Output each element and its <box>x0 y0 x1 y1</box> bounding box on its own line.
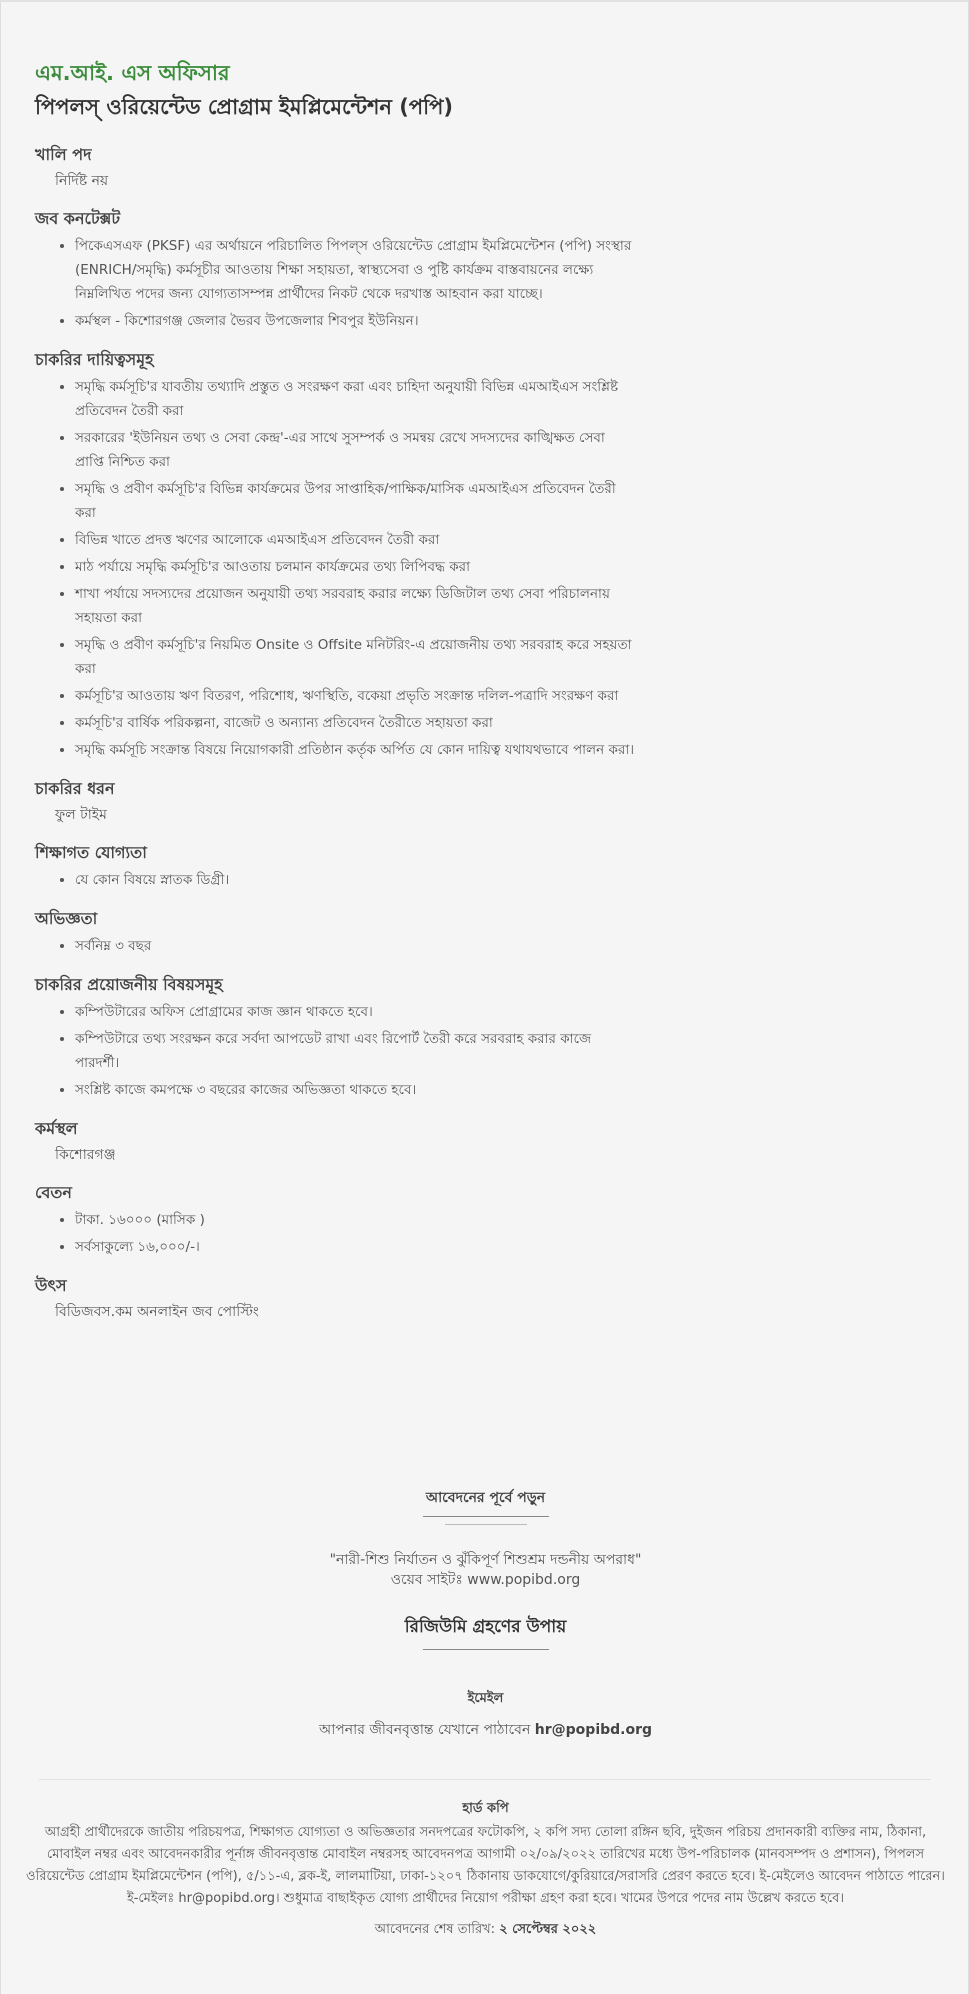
source-section <box>35 1275 635 1323</box>
list-item: • সমৃদ্ধি ও প্রবীণ কর্মসূচি'র বিভিন্ন কার্যক্রমের উপর সাপ্তাহিক/পাক্ষিক/মাসিক এমআইএস প্রতিবেদন তৈরী করা <box>75 477 635 525</box>
email-line <box>1 1720 969 1740</box>
warning-block <box>1 1550 969 1590</box>
job-detail-page <box>0 2 969 1994</box>
list-item: • মাঠ পর্যায়ে সমৃদ্ধি কর্মসূচি'র আওতায় চলমান কার্যক্রমের তথ্য লিপিবদ্ধ করা <box>75 555 635 579</box>
hardcopy-text: আগ্রহী প্রার্থীদেরকে জাতীয় পরিচয়পত্র, শিক্ষাগত যোগ্যতা ও অভিজ্ঞতার সনদপত্রের ফটোকপি, ২ কপি সদ্য তোলা রঙ্গিন ছবি, দুইজন পরিচয় প্রদানকারী ব্যক্তির নাম, ঠিকানা, মোবাইল নম্বর এবং আবেদনকারীর পূর্নাঙ্গ জীবনবৃত্তান্ত মোবাইল নম্বরসহ আবেদনপত্র আগামী ০২/০৯/২০২২ তারিখের মধ্যে উপ-পরিচালক (মানবসম্পদ ও প্রশাসন), পিপলস ওরিয়েন্টেড প্রোগ্রাম ইমপ্লিমেন্টেশন (পপি), ৫/১১-এ, ব্লক-ই, লালমাটিয়া, ঢাকা-১২০৭ ঠিকানায় ডাকযোগে/কুরিয়ারে/সরাসরি প্রেরণ করতে হবে। ই-মেইলেও আবেদন পাঠাতে পারেন। ই-মেইলঃ hr@popibd.org। শুধুমাত্র বাছাইকৃত যোগ্য প্রার্থীদের নিয়োগ পরীক্ষা গ্রহণ করা হবে। খামের উপরে পদের নাম উল্লেখ করতে হবে। <box>26 1825 945 1906</box>
source-value: বিডিজবস.কম অনলাইন জব পোস্টিং <box>55 1304 259 1320</box>
list-item: • টাকা. ১৬০০০ (মাসিক ) <box>75 1208 635 1232</box>
list-item: • সমৃদ্ধি কর্মসূচি'র যাবতীয় তথ্যাদি প্রস্তুত ও সংরক্ষণ করা এবং চাহিদা অনুযায়ী বিভিন্ন এমআইএস সংশ্লিষ্ট প্রতিবেদন তৈরী করা <box>75 375 635 423</box>
list-item: • সরকারের 'ইউনিয়ন তথ্য ও সেবা কেন্দ্র'-এর সাথে সুসম্পর্ক ও সমন্বয় রেখে সদস্যদের কাঙ্খিক্ষত সেবা প্রাপ্তি নিশ্চিত করা <box>75 426 635 474</box>
salary-list <box>35 1208 635 1259</box>
list-item: • সমৃদ্ধি ও প্রবীণ কর্মসূচি'র নিয়মিত Onsite ও Offsite মনিটরিং-এ প্রয়োজনীয় তথ্য সরবরাহ করে সহয়তা করা <box>75 633 635 681</box>
list-item: • সর্বসাকুল্যে ১৬,০০০/-। <box>75 1235 635 1259</box>
responsibilities-list <box>35 375 635 762</box>
education-section <box>35 842 635 892</box>
warning-text: "নারী-শিশু নির্যাতন ও ঝুঁকিপূর্ণ শিশুশ্রম দন্ডনীয় অপরাধ" <box>329 1552 642 1568</box>
list-item: • কর্মসূচি'র বার্ষিক পরিকল্পনা, বাজেট ও অন্যান্য প্রতিবেদন তৈরীতে সহায়তা করা <box>75 711 635 735</box>
list-item: • সমৃদ্ধি কর্মসূচি সংক্রান্ত বিষয়ে নিয়োগকারী প্রতিষ্ঠান কর্তৃক অর্পিত যে কোন দায়িত্ব যথাযথভাবে পালন করা। <box>75 738 635 762</box>
job-title: এম.আই. এস অফিসার <box>35 61 230 85</box>
resume-methods-block <box>1 1615 969 1650</box>
job-type-section <box>35 778 635 826</box>
read-before-title: আবেদনের পূর্বে পড়ুন <box>425 1490 546 1506</box>
experience-list <box>35 934 635 958</box>
requirements-list <box>35 1000 635 1102</box>
vacancy-value: নির্দিষ্ট নয় <box>55 173 109 189</box>
deadline-value: ২ সেপ্টেম্বর ২০২২ <box>499 1922 597 1937</box>
list-item: • কম্পিউটারে তথ্য সংরক্ষন করে সর্বদা আপডেট রাখা এবং রিপোর্ট তৈরী করে সরবরাহ করার কাজে পারদর্শী। <box>75 1027 635 1075</box>
divider <box>423 1516 549 1517</box>
job-type-value: ফুল টাইম <box>55 807 107 823</box>
list-item: • সর্বনিম্ন ৩ বছর <box>75 934 635 958</box>
responsibilities-section <box>35 349 635 762</box>
requirements-section <box>35 974 635 1102</box>
email-title: ইমেইল <box>467 1691 504 1706</box>
list-item: • কর্মসূচি'র আওতায় ঋণ বিতরণ, পরিশোধ, ঋণস্থিতি, বকেয়া প্রভৃতি সংক্রান্ত দলিল-পত্রাদি সংরক্ষণ করা <box>75 684 635 708</box>
list-item: • কম্পিউটারের অফিস প্রোগ্রামের কাজ জ্ঞান থাকতে হবে। <box>75 1000 635 1024</box>
email-instruction: আপনার জীবনবৃত্তান্ত যেখানে পাঠাবেন <box>318 1722 531 1738</box>
location-section <box>35 1118 635 1166</box>
divider <box>423 1649 549 1650</box>
job-context-heading: জব কনটেক্সট <box>35 209 121 228</box>
experience-section <box>35 908 635 958</box>
list-item: • সংশ্লিষ্ট কাজে কমপক্ষে ৩ বছরের কাজের অভিজ্ঞতা থাকতে হবে। <box>75 1078 635 1102</box>
resume-methods-heading: রিজিউমি গ্রহণের উপায় <box>404 1617 567 1637</box>
divider <box>445 1524 527 1525</box>
job-type-heading: চাকরির ধরন <box>35 779 115 798</box>
list-item: • পিকেএসএফ (PKSF) এর অর্থায়নে পরিচালিত পিপল্‌স ওরিয়েন্টেড প্রোগ্রাম ইমপ্লিমেন্টেশন (পপি) সংস্থার (ENRICH/সমৃদ্ধি) কর্মসূচীর আওতায় শিক্ষা সহায়তা, স্বাস্থ্যসেবা ও পুষ্টি কার্যক্রম বাস্তবায়নের লক্ষ্যে নিম্নলিখিত পদের জন্য যোগ্যতাসম্পন্ন প্রার্থীদের নিকট থেকে দরখাস্ত আহবান করা যাচ্ছে। <box>75 234 635 306</box>
requirements-heading: চাকরির প্রয়োজনীয় বিষয়সমূহ <box>35 975 223 994</box>
vacancy-heading: খালি পদ <box>35 145 92 164</box>
email-address-link[interactable]: hr@popibd.org <box>534 1722 653 1738</box>
job-content <box>35 58 635 1323</box>
salary-section <box>35 1182 635 1259</box>
list-item: • শাখা পর্যায়ে সদস্যদের প্রয়োজন অনুযায়ী তথ্য সরবরাহ করার লক্ষ্যে ডিজিটাল তথ্য সেবা পরিচালনায় সহায়তা করা <box>75 582 635 630</box>
experience-heading: অভিজ্ঞতা <box>35 909 98 928</box>
email-block <box>1 1690 969 1740</box>
section-separator <box>39 1779 931 1780</box>
website-text: ওয়েব সাইটঃ www.popibd.org <box>390 1572 581 1588</box>
company-name: পিপলস্ ওরিয়েন্টেড প্রোগ্রাম ইমপ্লিমেন্টেশন (পপি) <box>35 95 453 119</box>
hardcopy-title: হার্ড কপি <box>462 1801 509 1816</box>
location-value: কিশোরগঞ্জ <box>55 1147 116 1163</box>
list-item: • বিভিন্ন খাতে প্রদত্ত ঋণের আলোকে এমআইএস প্রতিবেদন তৈরী করা <box>75 528 635 552</box>
job-context-section <box>35 208 635 333</box>
hardcopy-block <box>1 1800 969 1940</box>
salary-heading: বেতন <box>35 1183 72 1202</box>
list-item: • যে কোন বিষয়ে স্নাতক ডিগ্রী। <box>75 868 635 892</box>
list-item: • কর্মস্থল - কিশোরগঞ্জ জেলার ভৈরব উপজেলার শিবপুর ইউনিয়ন। <box>75 309 635 333</box>
deadline-line <box>1 1920 969 1940</box>
vacancy-section <box>35 144 635 192</box>
responsibilities-heading: চাকরির দায়িত্বসমূহ <box>35 350 154 369</box>
education-list <box>35 868 635 892</box>
job-context-list <box>35 234 635 333</box>
read-before-block <box>1 1488 969 1525</box>
source-heading: উৎস <box>35 1276 67 1295</box>
deadline-label: আবেদনের শেষ তারিখ: <box>374 1922 496 1937</box>
education-heading: শিক্ষাগত যোগ্যতা <box>35 843 147 862</box>
location-heading: কর্মস্থল <box>35 1119 78 1138</box>
